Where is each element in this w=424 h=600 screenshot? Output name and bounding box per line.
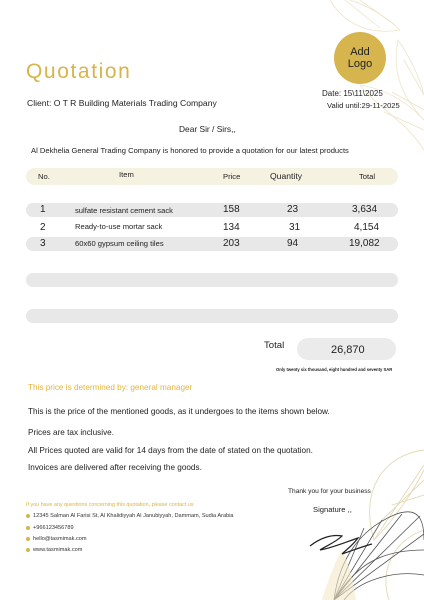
- row-total: 4,154: [354, 222, 380, 233]
- table-header-row: [26, 168, 398, 185]
- thank-you-note: Thank you for your business: [288, 488, 371, 495]
- column-header-no: No.: [38, 172, 50, 181]
- handwritten-signature: [306, 528, 376, 558]
- email-icon: [26, 537, 30, 541]
- row-item: 60x60 gypsum ceiling tiles: [75, 239, 164, 248]
- total-label: Total: [264, 340, 285, 351]
- contact-heading: If you have any questions concerning this quotation, please contact us: [26, 502, 194, 508]
- row-quantity: 23: [287, 204, 299, 215]
- row-number: 3: [40, 238, 46, 249]
- client-name: Client: O T R Building Materials Trading Company: [27, 98, 217, 108]
- note-line: This is the price of the mentioned goods, as it undergoes to the items shown below.: [28, 407, 330, 416]
- contact-website[interactable]: [26, 547, 82, 553]
- note-line: All Prices quoted are valid for 14 days from the date of stated on the quotation.: [28, 446, 313, 455]
- empty-table-row: [26, 309, 398, 323]
- logo-text-line1: Add: [350, 46, 370, 58]
- row-quantity: 94: [287, 238, 299, 249]
- column-header-price: Price: [223, 172, 241, 181]
- note-line: Prices are tax inclusive.: [28, 428, 115, 437]
- row-price: 134: [223, 222, 240, 233]
- row-item: sulfate resistant cement sack: [75, 206, 173, 215]
- row-item: Ready-to-use mortar sack: [75, 222, 163, 231]
- intro-text: Al Dekhelia General Trading Company is honored to provide a quotation for our latest products: [31, 146, 349, 155]
- column-header-total: Total: [359, 172, 376, 181]
- logo-placeholder[interactable]: [334, 32, 386, 84]
- row-quantity: 31: [289, 222, 301, 233]
- location-icon: [26, 514, 30, 518]
- document-title: Quotation: [26, 60, 132, 83]
- empty-table-row: [26, 273, 398, 287]
- approval-note: This price is determined by: general manager: [28, 383, 193, 392]
- phone-icon: [26, 526, 30, 530]
- row-number: 1: [40, 204, 46, 215]
- phone-text: +966123456789: [33, 525, 74, 531]
- contact-email[interactable]: [26, 536, 87, 542]
- globe-icon: [26, 548, 30, 552]
- row-total: 3,634: [352, 204, 378, 215]
- row-price: 203: [223, 238, 240, 249]
- contact-address: [26, 513, 234, 519]
- total-value: 26,870: [331, 344, 365, 356]
- logo-text-line2: Logo: [347, 58, 373, 70]
- valid-until-date: Valid until:29-11-2025: [327, 101, 400, 110]
- email-text: hello@tasmimak.com: [33, 536, 87, 542]
- row-number: 2: [40, 222, 46, 233]
- greeting: Dear Sir / Sirs,,: [179, 124, 236, 134]
- contact-phone[interactable]: [26, 525, 74, 531]
- row-total: 19,082: [349, 238, 380, 249]
- note-line: Invoices are delivered after receiving the goods.: [28, 463, 202, 472]
- address-text: 12345 Salman Al Farisi St, Al Khalidiyyah Al Janubiyyah, Dammam, Sudia Arabia: [33, 513, 234, 519]
- row-price: 158: [223, 204, 240, 215]
- column-header-item: Item: [119, 170, 134, 179]
- total-in-words: Only twenty six thousand, eight hundred and seventy SAR: [276, 367, 393, 372]
- website-text: www.tasmimak.com: [33, 547, 83, 553]
- column-header-quantity: Quantity: [270, 171, 303, 181]
- quote-date: Date: 15\11\2025: [322, 89, 383, 98]
- signature-label: Signature ,,: [313, 505, 352, 514]
